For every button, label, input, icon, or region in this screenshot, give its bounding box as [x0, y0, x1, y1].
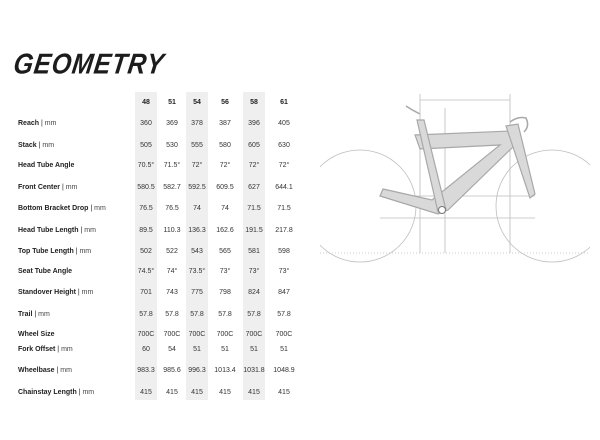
table-cell: 72°: [219, 162, 231, 169]
table-cell: 76.5: [139, 205, 153, 212]
row-label-unit: mm: [38, 311, 50, 318]
size-column-shade: [135, 92, 157, 400]
table-cell: 582.7: [163, 184, 181, 191]
table-cell: 592.5: [188, 184, 206, 191]
row-label-name: Stack: [18, 142, 37, 149]
size-header: 61: [280, 99, 288, 106]
table-cell: 51: [221, 346, 229, 353]
row-label-name: Seat Tube Angle: [18, 268, 73, 275]
row-label-name: Wheelbase: [18, 367, 55, 374]
row-label-name: Reach: [18, 120, 40, 127]
size-header: 58: [250, 99, 258, 106]
table-cell: 369: [166, 120, 178, 127]
size-header: 48: [142, 99, 150, 106]
size-header: 54: [193, 99, 201, 106]
table-cell: 565: [219, 248, 231, 255]
row-label: [18, 205, 106, 212]
table-cell: 415: [219, 389, 231, 396]
table-cell: 73°: [248, 268, 260, 275]
row-label-name: Bottom Bracket Drop: [18, 205, 89, 212]
table-cell: 700C: [188, 331, 206, 338]
table-cell: 74: [221, 205, 229, 212]
row-label-separator: |: [73, 248, 80, 255]
table-cell: 76.5: [165, 205, 179, 212]
table-cell: 1013.4: [214, 367, 236, 374]
row-label-name: Standover Height: [18, 289, 76, 296]
table-cell: 73.5°: [188, 268, 206, 275]
table-cell: 415: [248, 389, 260, 396]
table-cell: 502: [140, 248, 152, 255]
row-label: [18, 248, 91, 255]
row-label-unit: mm: [60, 367, 72, 374]
row-label-separator: |: [76, 389, 83, 396]
table-cell: 71.5: [277, 205, 291, 212]
table-cell: 72°: [278, 162, 290, 169]
table-cell: 60: [142, 346, 150, 353]
table-cell: 700C: [163, 331, 181, 338]
table-cell: 580.5: [137, 184, 155, 191]
row-label-name: Trail: [18, 311, 33, 318]
table-cell: 700C: [275, 331, 293, 338]
row-label-separator: |: [78, 227, 85, 234]
table-cell: 630: [278, 142, 290, 149]
row-label-unit: mm: [65, 184, 78, 191]
table-cell: 701: [140, 289, 152, 296]
table-cell: 700C: [137, 331, 155, 338]
table-cell: 775: [191, 289, 203, 296]
table-cell: 74.5°: [137, 268, 155, 275]
table-cell: 415: [278, 389, 290, 396]
row-label: [18, 268, 72, 275]
table-cell: 360: [140, 120, 152, 127]
row-label: [18, 120, 56, 127]
table-cell: 824: [248, 289, 260, 296]
row-label-separator: |: [60, 184, 66, 191]
row-label-unit: mm: [94, 205, 106, 212]
row-label-name: Head Tube Angle: [18, 162, 75, 169]
row-label-name: Front Center: [18, 184, 60, 191]
table-cell: 522: [166, 248, 178, 255]
table-cell: 51: [193, 346, 201, 353]
table-cell: 543: [191, 248, 203, 255]
table-cell: 983.3: [137, 367, 155, 374]
table-cell: 743: [166, 289, 178, 296]
row-label-separator: |: [32, 311, 39, 318]
table-cell: 605: [248, 142, 260, 149]
table-cell: 985.6: [163, 367, 181, 374]
table-cell: 57.8: [277, 311, 291, 318]
table-cell: 396: [248, 120, 260, 127]
table-cell: 71.5°: [163, 162, 181, 169]
table-cell: 57.8: [190, 311, 204, 318]
bike-geometry-diagram: [320, 88, 590, 268]
row-label-unit: mm: [44, 120, 57, 127]
table-cell: 89.5: [139, 227, 153, 234]
size-header: 56: [221, 99, 229, 106]
table-cell: 996.3: [188, 367, 206, 374]
row-label: [18, 331, 55, 338]
row-label-name: Chainstay Length: [18, 389, 77, 396]
table-cell: 136.3: [188, 227, 206, 234]
table-cell: 191.5: [245, 227, 263, 234]
table-cell: 700C: [245, 331, 263, 338]
table-cell: 415: [166, 389, 178, 396]
table-cell: 57.8: [247, 311, 261, 318]
table-cell: 72°: [248, 162, 260, 169]
row-label-separator: |: [88, 205, 95, 212]
row-label-unit: mm: [79, 248, 92, 255]
row-label: [18, 162, 74, 169]
row-label-unit: mm: [82, 389, 95, 396]
table-cell: 51: [250, 346, 258, 353]
table-cell: 580: [219, 142, 231, 149]
table-cell: 73°: [278, 268, 290, 275]
table-cell: 700C: [216, 331, 234, 338]
size-column-shade: [243, 92, 265, 400]
row-label: [18, 346, 73, 353]
table-cell: 1048.9: [273, 367, 295, 374]
row-label: [18, 227, 96, 234]
size-header: 51: [168, 99, 176, 106]
table-cell: 387: [219, 120, 231, 127]
row-label-separator: |: [39, 120, 45, 127]
page-title: GEOMETRY: [11, 48, 167, 81]
table-cell: 598: [278, 248, 290, 255]
row-label-unit: mm: [42, 142, 55, 149]
row-label: [18, 311, 50, 318]
table-cell: 798: [219, 289, 231, 296]
table-cell: 847: [278, 289, 290, 296]
table-cell: 505: [140, 142, 152, 149]
table-cell: 405: [278, 120, 290, 127]
table-cell: 74: [193, 205, 201, 212]
row-label-separator: |: [54, 367, 61, 374]
table-cell: 74°: [166, 268, 178, 275]
row-label: [18, 367, 72, 374]
table-cell: 378: [191, 120, 203, 127]
table-cell: 57.8: [139, 311, 153, 318]
row-label-name: Fork Offset: [18, 346, 56, 353]
table-cell: 54: [168, 346, 176, 353]
row-label-separator: |: [36, 142, 43, 149]
row-label-name: Top Tube Length: [18, 248, 74, 255]
table-cell: 57.8: [218, 311, 232, 318]
row-label: [18, 389, 94, 396]
table-cell: 73°: [219, 268, 231, 275]
row-label-separator: |: [55, 346, 62, 353]
table-cell: 162.6: [216, 227, 234, 234]
row-label-separator: |: [75, 289, 82, 296]
row-label: [18, 184, 77, 191]
row-label: [18, 289, 93, 296]
row-label-unit: mm: [61, 346, 73, 353]
row-label: [18, 142, 54, 149]
row-label-unit: mm: [81, 289, 94, 296]
table-cell: 72°: [191, 162, 203, 169]
table-cell: 609.5: [216, 184, 234, 191]
table-cell: 70.5°: [137, 162, 155, 169]
rear-wheel: [320, 150, 416, 262]
table-cell: 644.1: [275, 184, 293, 191]
table-cell: 57.8: [165, 311, 179, 318]
table-cell: 555: [191, 142, 203, 149]
table-cell: 627: [248, 184, 260, 191]
table-cell: 51: [280, 346, 288, 353]
table-cell: 1031.8: [243, 367, 265, 374]
table-cell: 71.5: [247, 205, 261, 212]
table-cell: 110.3: [163, 227, 181, 234]
table-cell: 217.8: [275, 227, 293, 234]
row-label-unit: mm: [84, 227, 96, 234]
row-label-name: Wheel Size: [18, 331, 55, 338]
row-label-name: Head Tube Length: [18, 227, 79, 234]
table-cell: 415: [140, 389, 152, 396]
size-column-shade: [186, 92, 208, 400]
table-cell: 581: [248, 248, 260, 255]
table-cell: 415: [191, 389, 203, 396]
table-cell: 530: [166, 142, 178, 149]
